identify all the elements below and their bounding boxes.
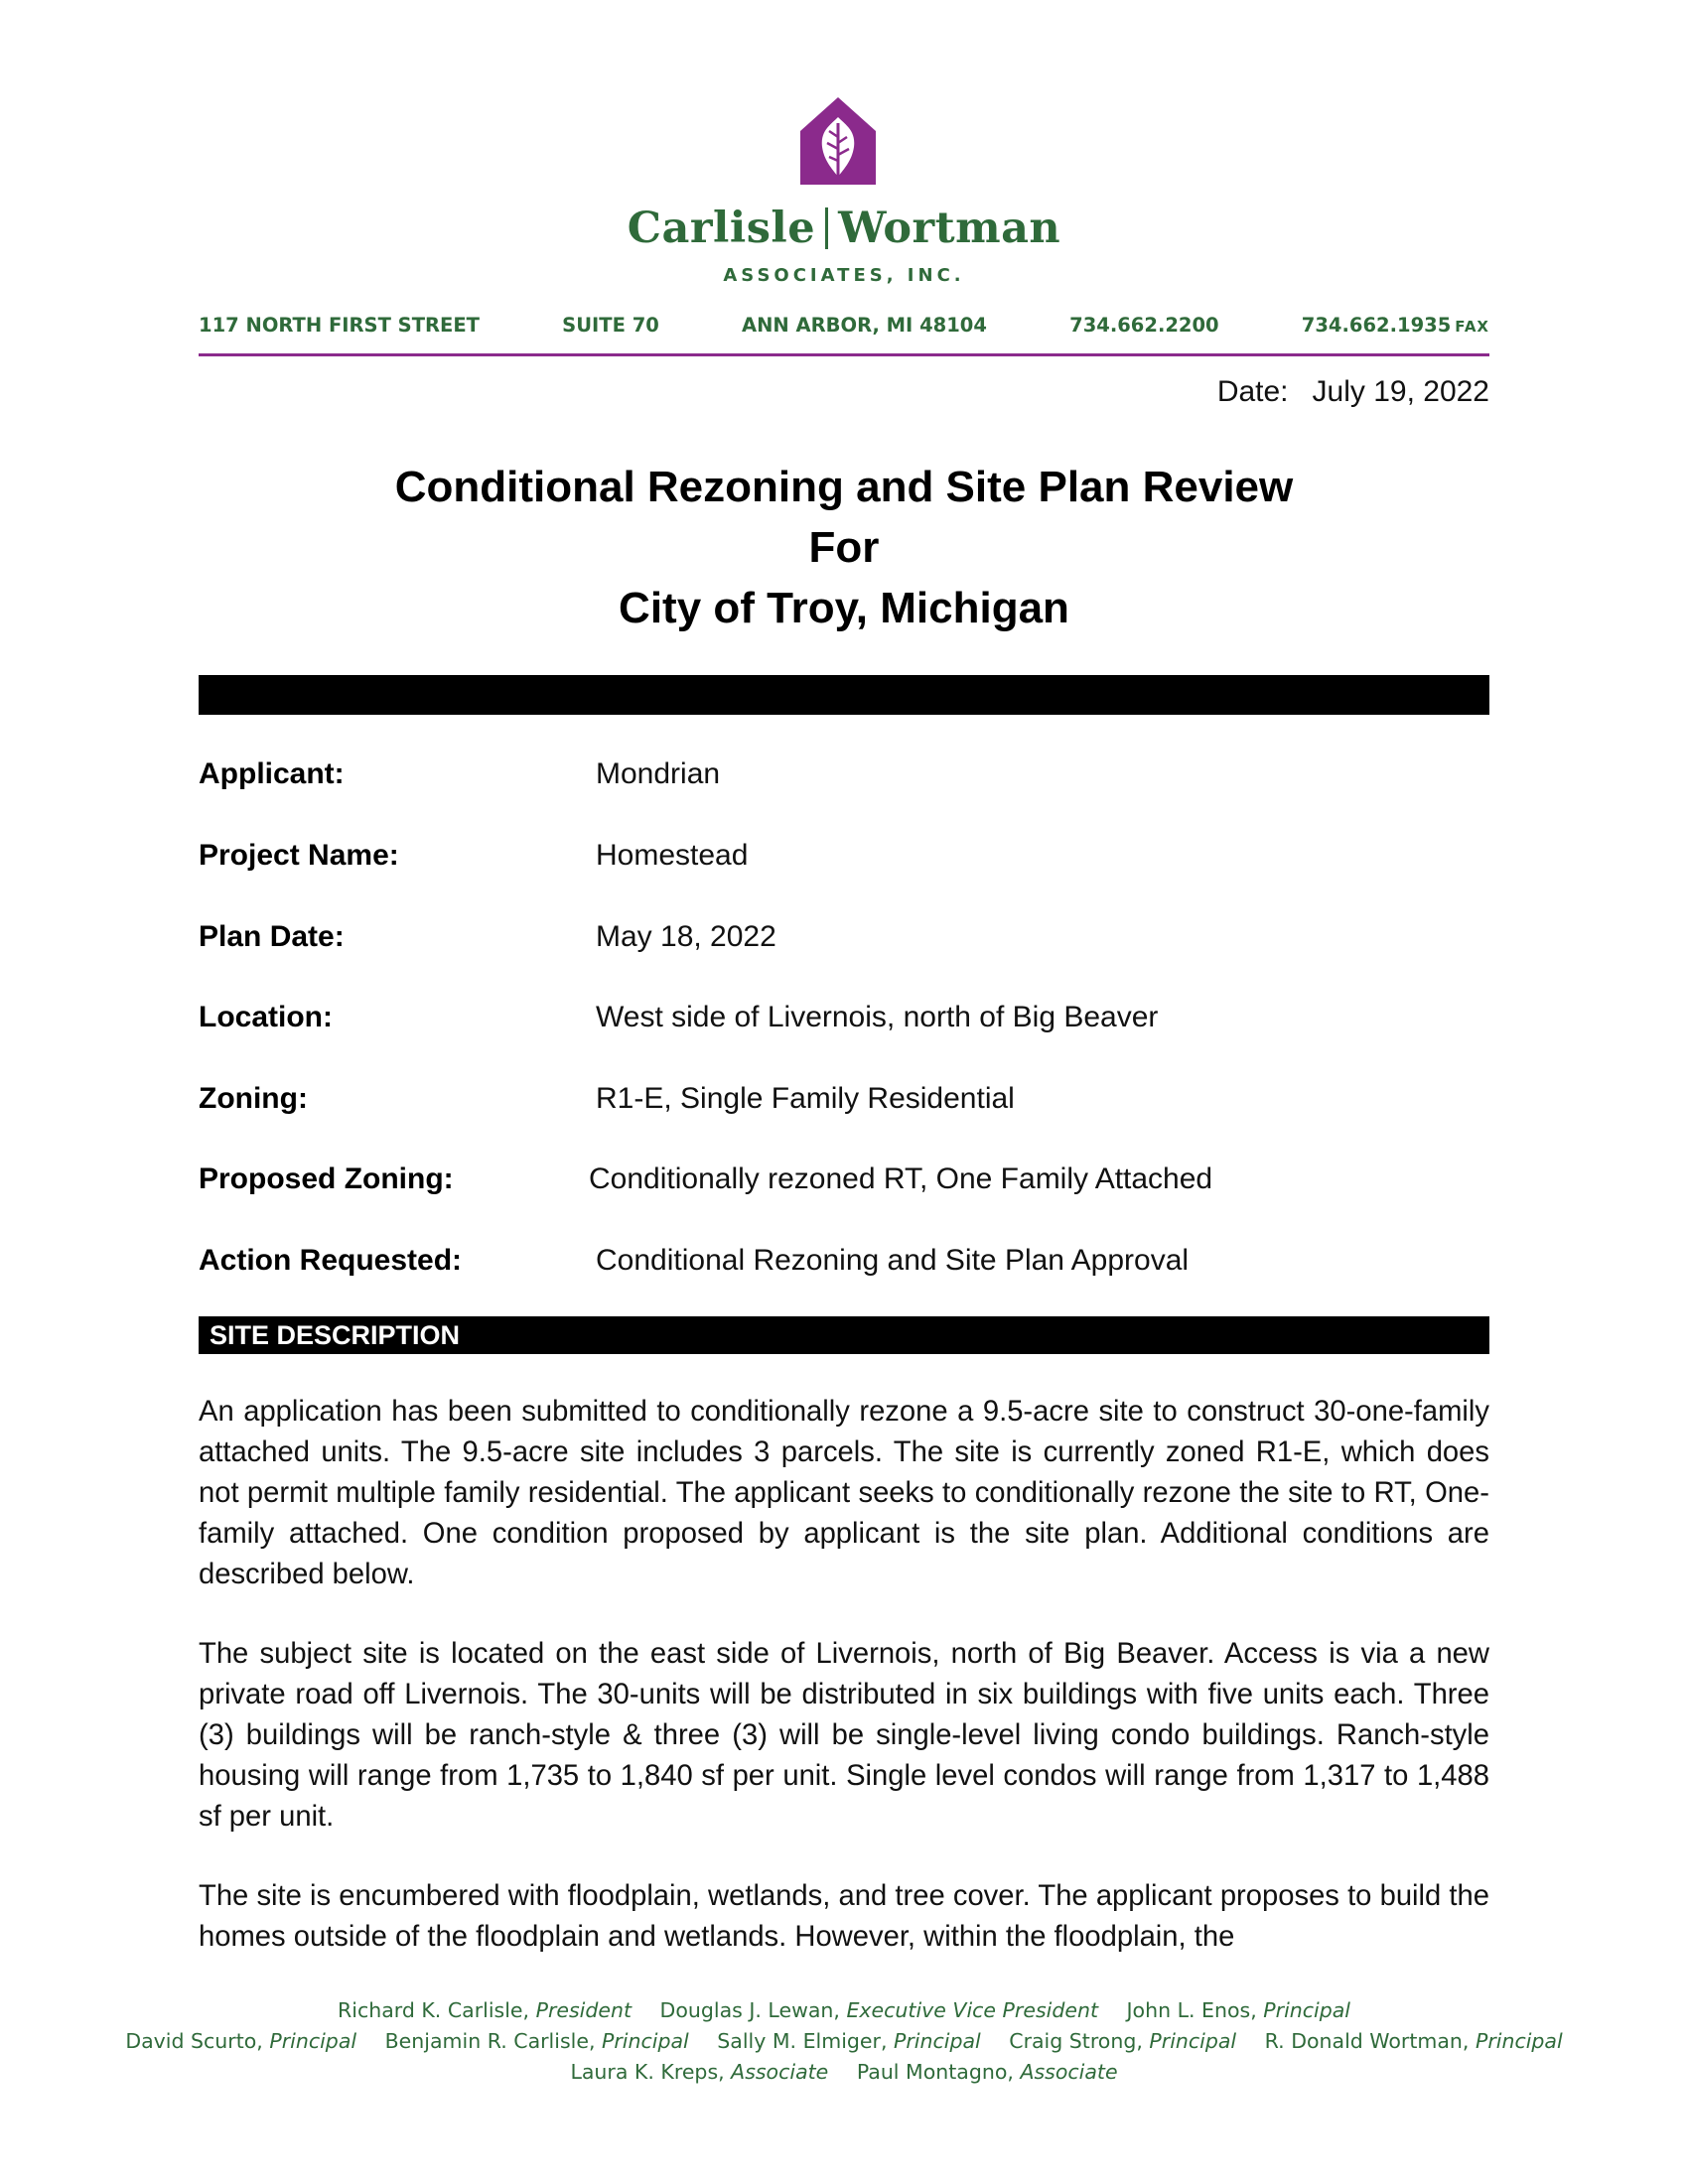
- person-title: Associate: [1020, 2060, 1118, 2084]
- footer-person: [1009, 2029, 1236, 2053]
- person-name: John L. Enos,: [1126, 1998, 1257, 2022]
- title-line-1: Conditional Rezoning and Site Plan Review: [394, 463, 1294, 511]
- address-street: 117 NORTH FIRST STREET: [199, 314, 480, 337]
- footer-person: [570, 2060, 828, 2084]
- address-city: ANN ARBOR, MI 48104: [742, 314, 987, 337]
- footer-person: [338, 1998, 632, 2022]
- person-title: Executive Vice President: [846, 1998, 1098, 2022]
- footer-person: [717, 2029, 980, 2053]
- fax-number: 734.662.1935: [1301, 314, 1452, 337]
- field-label: Action Requested:: [199, 1244, 463, 1277]
- person-name: Paul Montagno,: [856, 2060, 1014, 2084]
- footer-person: [857, 2060, 1118, 2084]
- field-label: Plan Date:: [199, 920, 345, 953]
- address-phone: 734.662.2200: [1069, 314, 1219, 337]
- person-title: Principal: [1149, 2029, 1237, 2053]
- footer-line-2: [0, 2026, 1688, 2057]
- field-label: Applicant:: [199, 757, 345, 790]
- person-title: Associate: [731, 2060, 829, 2084]
- title-line-3: City of Troy, Michigan: [619, 584, 1069, 632]
- field-value: Conditionally rezoned RT, One Family Attached: [589, 1162, 1213, 1195]
- date-label: Date:: [1216, 375, 1289, 408]
- person-name: Sally M. Elmiger,: [717, 2029, 888, 2053]
- firm-name-divider: [825, 207, 828, 249]
- date-line: [1217, 375, 1489, 409]
- person-name: Benjamin R. Carlisle,: [384, 2029, 596, 2053]
- field-label: Zoning:: [199, 1082, 308, 1115]
- person-title: Principal: [894, 2029, 981, 2053]
- field-value: May 18, 2022: [596, 920, 776, 953]
- footer-line-1: [0, 1995, 1688, 2026]
- footer-person: [1127, 1998, 1350, 2022]
- footer-person: [385, 2029, 689, 2053]
- address-bar: [199, 314, 1489, 337]
- section-heading-site-description: SITE DESCRIPTION: [199, 1316, 1489, 1354]
- paragraph-3: The site is encumbered with floodplain, wetlands, and tree cover. The applicant proposes to build the homes outside of the floodplain and wetlands. However, within the floodplain, the: [199, 1880, 1489, 1953]
- footer-line-3: [0, 2057, 1688, 2088]
- fax-label: FAX: [1455, 318, 1489, 336]
- house-leaf-logo-icon: [800, 97, 876, 185]
- field-value: Conditional Rezoning and Site Plan Approval: [596, 1244, 1190, 1277]
- field-label: Location:: [199, 1001, 333, 1033]
- field-value: West side of Livernois, north of Big Beaver: [596, 1001, 1159, 1033]
- address-fax: [1302, 314, 1489, 337]
- person-name: David Scurto,: [125, 2029, 263, 2053]
- firm-name-left: Carlisle: [627, 204, 816, 253]
- firm-subtitle: ASSOCIATES, INC.: [723, 265, 965, 286]
- paragraph-2: The subject site is located on the east side of Livernois, north of Big Beaver. Access is via a new private road off Livernois. The 30-units will be distributed in six buildings with five units each. Three (3) buildings will be ranch-style & three (3) will be single-level living condo buildings. Ranch-style housing will range from 1,735 to 1,840 sf per unit. Single level condos will range from 1,317 to 1,488 sf per unit.: [199, 1638, 1489, 1833]
- person-title: President: [535, 1998, 633, 2022]
- field-label: Project Name:: [199, 839, 399, 872]
- address-suite: SUITE 70: [562, 314, 659, 337]
- person-title: Principal: [1475, 2029, 1563, 2053]
- title-line-2: For: [808, 523, 880, 572]
- person-name: Laura K. Kreps,: [570, 2060, 725, 2084]
- person-name: Douglas J. Lewan,: [659, 1998, 840, 2022]
- field-value: Mondrian: [596, 757, 721, 790]
- field-value: Homestead: [596, 839, 749, 872]
- field-label: Proposed Zoning:: [199, 1162, 454, 1195]
- firm-name-right: Wortman: [838, 204, 1061, 253]
- person-title: Principal: [602, 2029, 689, 2053]
- staff-footer: [0, 1995, 1688, 2088]
- paragraph-1: An application has been submitted to conditionally rezone a 9.5-acre site to construct 30-one-family attached units. The 9.5-acre site includes 3 parcels. The site is currently zoned R1-E, which does not permit multiple family residential. The applicant seeks to conditionally rezone the site to RT, One-family attached. One condition proposed by applicant is the site plan. Additional conditions are described below.: [199, 1396, 1489, 1590]
- person-title: Principal: [1263, 1998, 1350, 2022]
- person-title: Principal: [269, 2029, 357, 2053]
- person-name: Richard K. Carlisle,: [338, 1998, 530, 2022]
- title-divider-bar: [199, 675, 1489, 715]
- footer-person: [660, 1998, 1098, 2022]
- document-title: [0, 457, 1688, 638]
- field-value: R1-E, Single Family Residential: [596, 1082, 1015, 1115]
- person-name: R. Donald Wortman,: [1264, 2029, 1470, 2053]
- footer-person: [125, 2029, 356, 2053]
- footer-person: [1265, 2029, 1563, 2053]
- person-name: Craig Strong,: [1009, 2029, 1143, 2053]
- date-value: July 19, 2022: [1312, 375, 1489, 408]
- letterhead-rule: [199, 353, 1489, 356]
- firm-name: [0, 204, 1688, 253]
